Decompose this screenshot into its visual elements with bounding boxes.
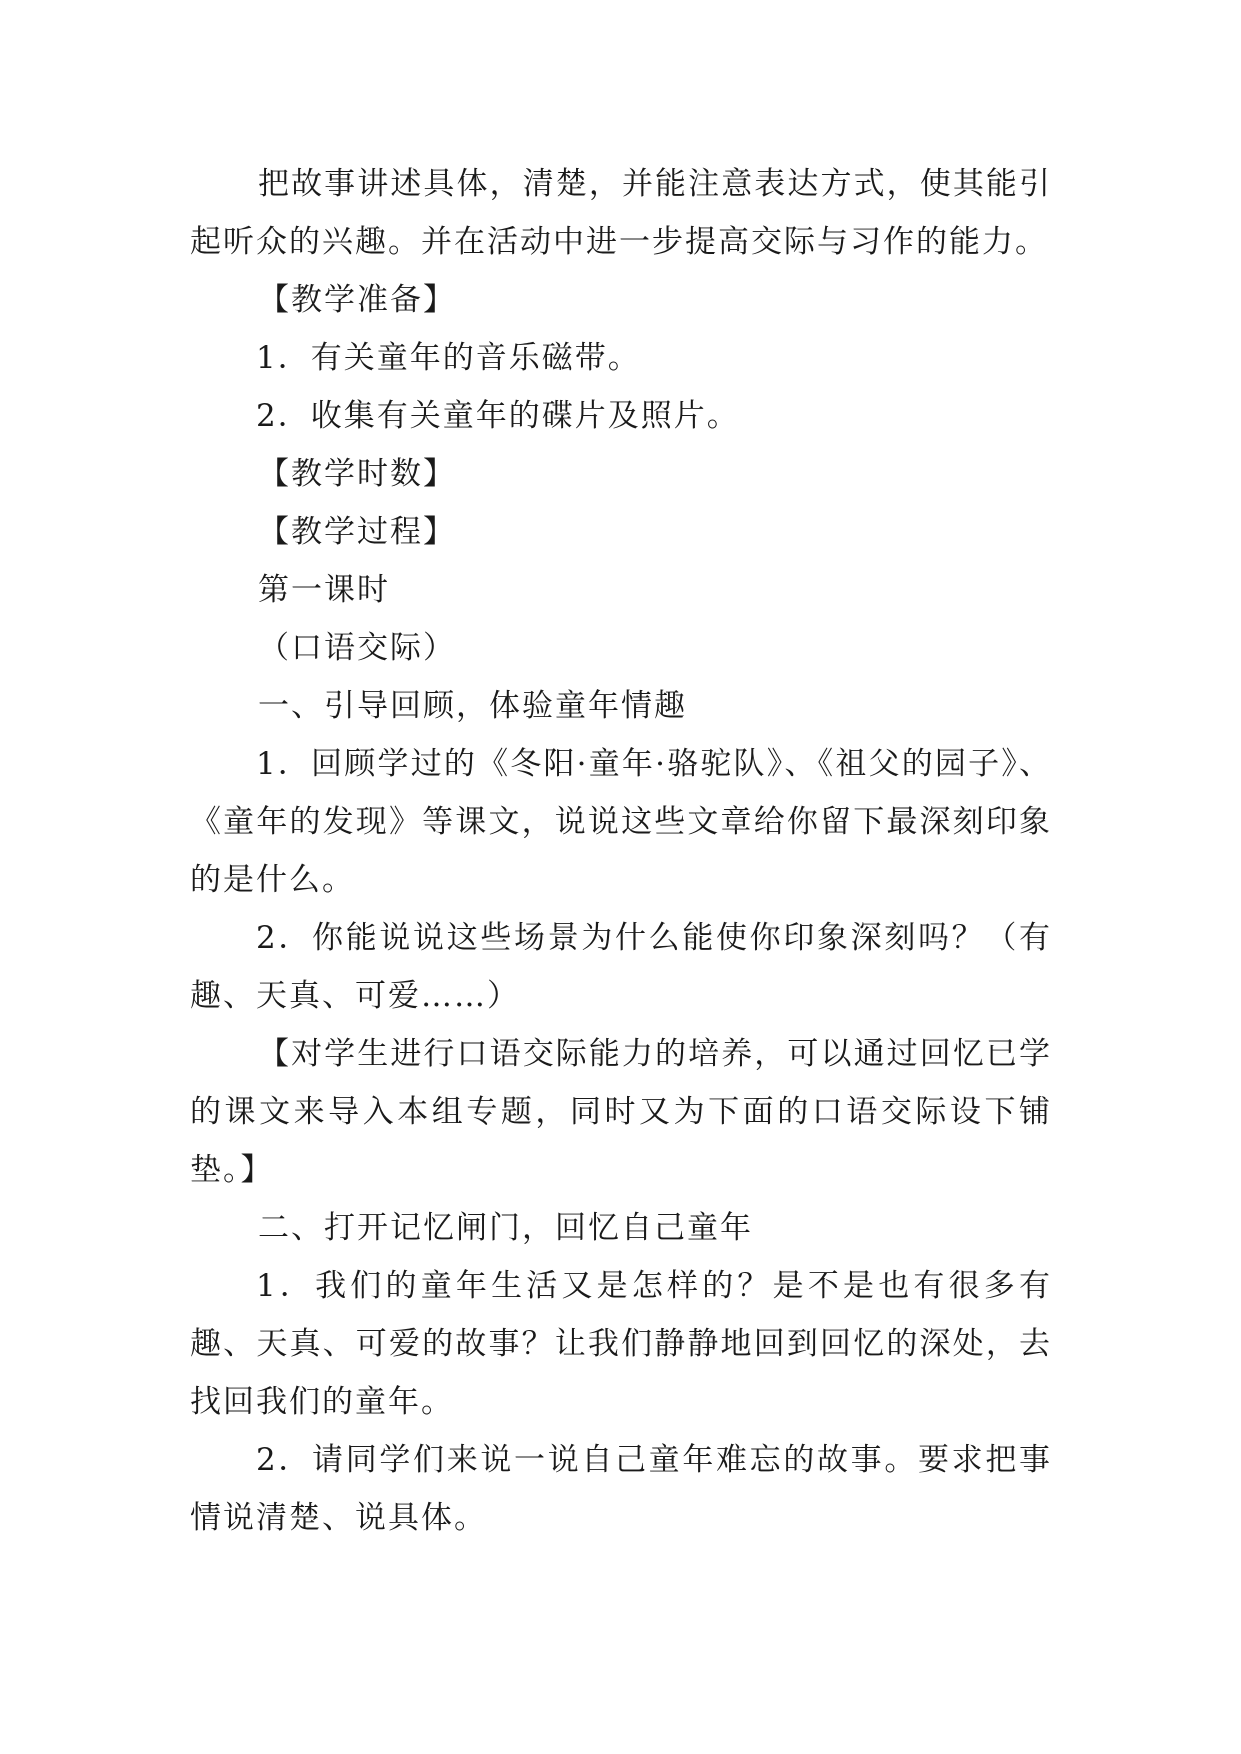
document-body xyxy=(190,155,1052,1547)
lesson-title-first-period: 第一课时 xyxy=(258,572,390,608)
paragraph-scenes-question: 2．你能说说这些场景为什么能使你印象深刻吗？（有趣、天真、可爱……） xyxy=(190,920,1052,1014)
list-item-music-tape: 1．有关童年的音乐磁带。 xyxy=(256,340,641,376)
section-heading-memory: 二、打开记忆闸门，回忆自己童年 xyxy=(258,1210,753,1246)
paragraph-review-texts: 1．回顾学过的《冬阳·童年·骆驼队》、《祖父的园子》、《童年的发现》等课文，说说这些文章给你留下最深刻印象的是什么。 xyxy=(190,746,1052,898)
list-item-discs-photos: 2．收集有关童年的碟片及照片。 xyxy=(256,398,740,434)
lesson-subtitle-oral-communication: （口语交际） xyxy=(258,630,456,666)
heading-teaching-hours: 【教学时数】 xyxy=(258,456,456,492)
section-heading-review: 一、引导回顾，体验童年情趣 xyxy=(258,688,687,724)
paragraph-story-requirement: 把故事讲述具体，清楚，并能注意表达方式，使其能引起听众的兴趣。并在活动中进一步提高交际与习作的能力。 xyxy=(190,166,1052,260)
heading-teaching-process: 【教学过程】 xyxy=(258,514,456,550)
heading-teaching-preparation: 【教学准备】 xyxy=(258,282,456,318)
paragraph-teaching-note: 【对学生进行口语交际能力的培养，可以通过回忆已学的课文来导入本组专题，同时又为下面的口语交际设下铺垫。】 xyxy=(190,1036,1052,1188)
paragraph-tell-story: 2．请同学们来说一说自己童年难忘的故事。要求把事情说清楚、说具体。 xyxy=(190,1442,1052,1536)
paragraph-childhood-life: 1．我们的童年生活又是怎样的？是不是也有很多有趣、天真、可爱的故事？让我们静静地回到回忆的深处，去找回我们的童年。 xyxy=(190,1268,1052,1420)
